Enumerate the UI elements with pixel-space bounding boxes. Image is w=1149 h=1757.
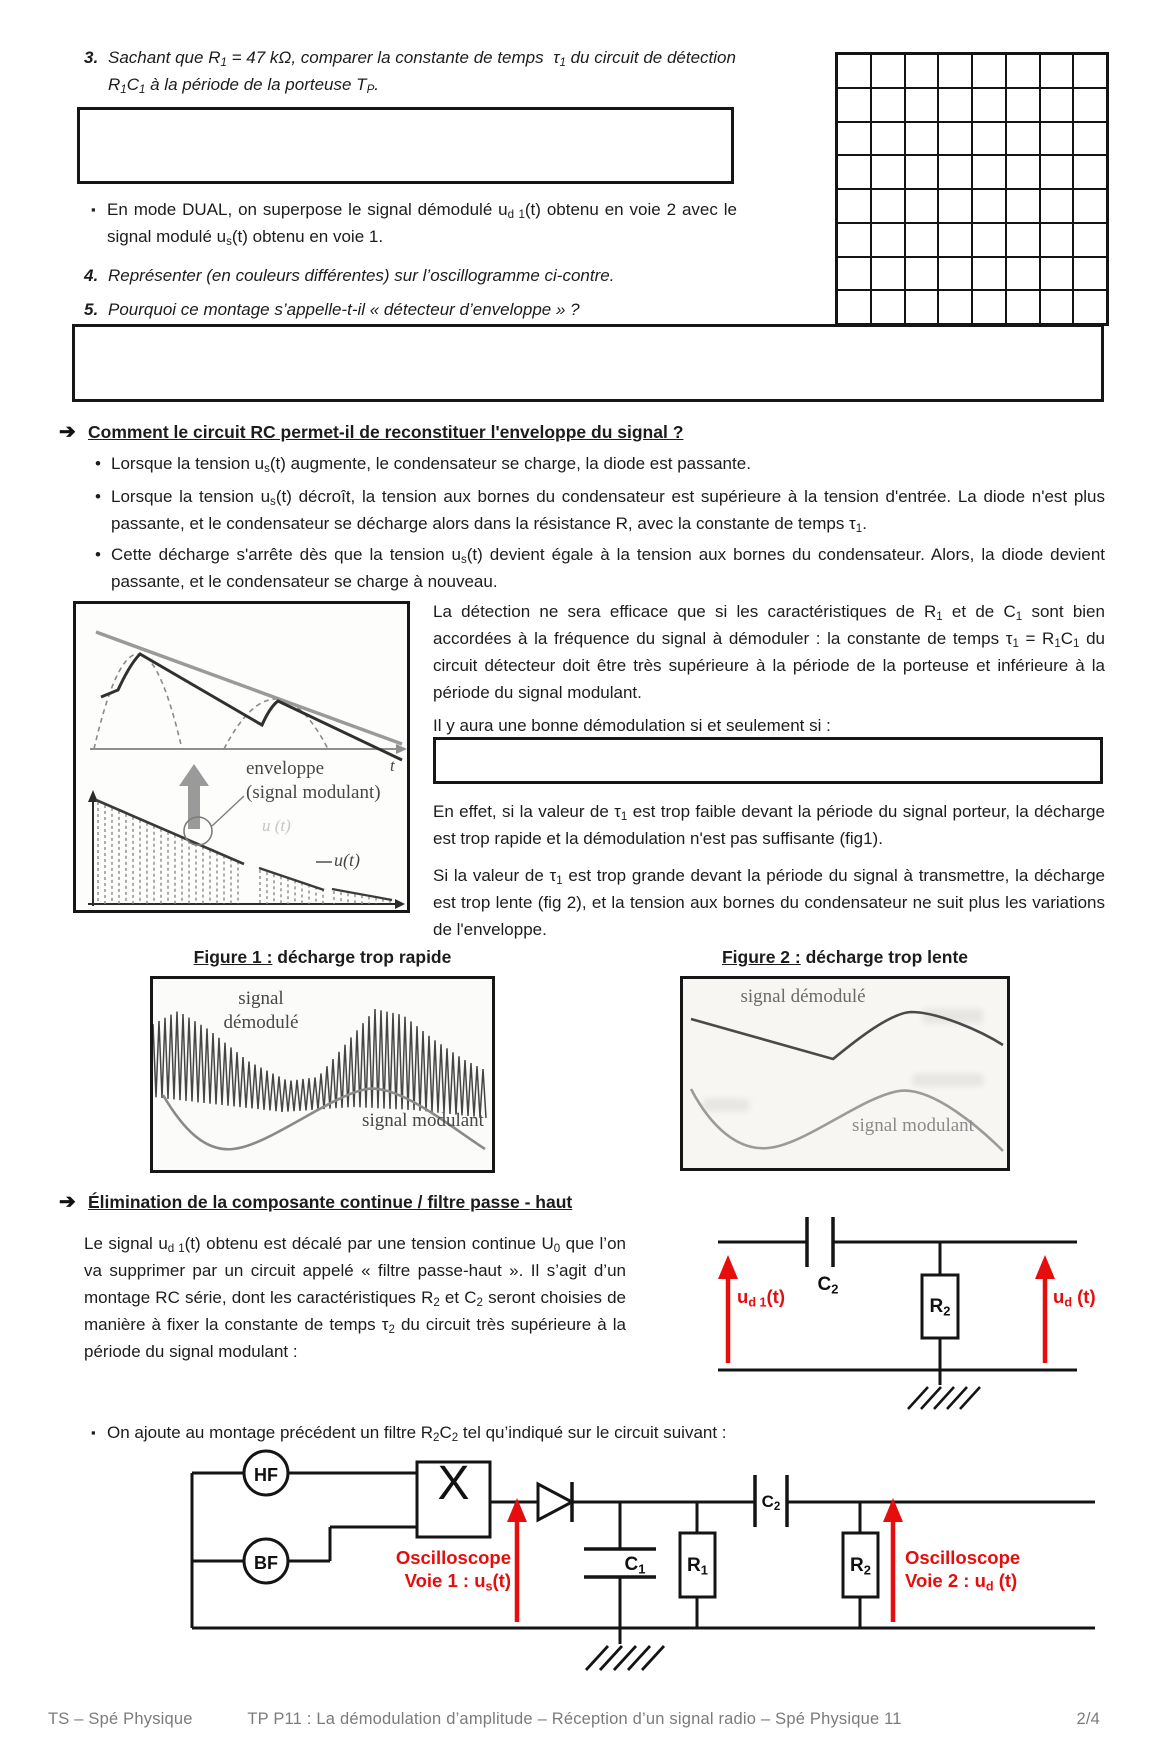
envelope-figure bbox=[73, 601, 410, 913]
c1-capacitor-label: $C_1$ bbox=[624, 1554, 646, 1577]
oscillogram-cell bbox=[837, 290, 871, 324]
oscillogram-cell bbox=[837, 257, 871, 291]
section-rc-header bbox=[59, 419, 1105, 446]
oscillogram-cell bbox=[972, 122, 1006, 156]
r2-resistor-label: $R_2$ bbox=[850, 1555, 871, 1578]
oscillogram-cell bbox=[938, 189, 972, 223]
oscillogram-cell bbox=[1040, 54, 1074, 88]
scope-channel-1-label: Oscilloscope Voie 1 : $u_s(t)$ bbox=[395, 1547, 511, 1594]
oscillogram-cell bbox=[837, 155, 871, 189]
oscillogram-cell bbox=[905, 54, 939, 88]
oscillogram-cell bbox=[1006, 155, 1040, 189]
fig1-modulating-label: signal modulant bbox=[362, 1110, 484, 1131]
question-4-number: 4. bbox=[84, 266, 99, 285]
figure-2 bbox=[680, 976, 1010, 1171]
oscillogram-cell bbox=[938, 155, 972, 189]
fig2-demodulated-wave bbox=[691, 1012, 1003, 1059]
dot-bullet-icon: • bbox=[95, 545, 101, 564]
oscillogram-cell bbox=[1006, 122, 1040, 156]
question-5-number: 5. bbox=[84, 300, 99, 319]
oscillogram-cell bbox=[938, 54, 972, 88]
question-3-text: Sachant que $R_1 = 47$ kΩ, comparer la constante de temps $\tau_1$ du circuit de détection $R_1C_1$ à la période de la porteuse $T_P$. bbox=[108, 48, 736, 97]
section-arrow-icon: ➔ bbox=[59, 1191, 76, 1213]
oscillogram-cell bbox=[1006, 257, 1040, 291]
rc-bullet-3 bbox=[95, 541, 1105, 595]
filter-note-text: On ajoute au montage précédent un filtre $R_2C_2$ tel qu’indiqué sur le circuit suivant : bbox=[107, 1423, 727, 1445]
fig2-modulating-label: signal modulant bbox=[852, 1115, 974, 1136]
rc-bullet-3-text: Cette décharge s'arrête dès que la tension $u_s(t)$ devient égale à la tension aux bornes du condensateur. Alors, la diode devient passante, et le condensateur se charge à nouveau. bbox=[111, 545, 1105, 591]
oscillogram-cell bbox=[837, 54, 871, 88]
section-rc-title: Comment le circuit RC permet-il de reconstituer l'enveloppe du signal ? bbox=[88, 422, 684, 442]
figure-1-caption-label: Figure 1 : bbox=[193, 947, 273, 967]
oscillogram-cell bbox=[1073, 290, 1107, 324]
oscillogram-cell bbox=[1006, 88, 1040, 122]
oscillogram-cell bbox=[871, 122, 905, 156]
hf-generator-label: HF bbox=[254, 1465, 278, 1485]
oscillogram-cell bbox=[1040, 189, 1074, 223]
oscillogram-cell bbox=[871, 88, 905, 122]
oscillogram-cell bbox=[1040, 290, 1074, 324]
rc-bullet-1 bbox=[95, 450, 1105, 477]
c2-capacitor-label: $C_2$ bbox=[817, 1274, 839, 1297]
oscillogram-cell bbox=[905, 189, 939, 223]
oscillogram-cell bbox=[1073, 155, 1107, 189]
question-5 bbox=[84, 296, 784, 323]
oscillogram-cell bbox=[1073, 189, 1107, 223]
answer-box-q3 bbox=[77, 107, 734, 184]
oscillogram-cell bbox=[1073, 223, 1107, 257]
oscillogram-cell bbox=[837, 88, 871, 122]
oscillogram-cell bbox=[1073, 257, 1107, 291]
rc-filter-circuit bbox=[640, 1205, 1110, 1417]
oscillogram-cell bbox=[938, 122, 972, 156]
oscillogram-cell bbox=[871, 54, 905, 88]
oscillogram-cell bbox=[1006, 54, 1040, 88]
oscillogram-cell bbox=[972, 223, 1006, 257]
u-d1-voltage-label: $u_{d 1}(t)$ bbox=[737, 1286, 785, 1310]
oscillogram-grid bbox=[835, 52, 1109, 326]
oscillogram-cell bbox=[905, 290, 939, 324]
r2-resistor-label: $R_2$ bbox=[929, 1296, 951, 1319]
dot-bullet-icon: • bbox=[95, 454, 101, 473]
footer-title: TP P11 : La démodulation d’amplitude – Réception d’un signal radio – Spé Physique 11 bbox=[247, 1710, 902, 1728]
fig2-demodulated-label: signal démodulé bbox=[740, 986, 866, 1007]
oscillogram-cell bbox=[972, 257, 1006, 291]
detection-paragraph-1: La détection ne sera efficace que si les caractéristiques de $R_1$ et de $C_1$ sont bien accordées à la fréquence du signal à démoduler : la constante de temps $\tau_1 = R_1C_1$ du circuit détecteur doit être très supérieure à la période de la porteuse et inférieure à la période du signal modulant. bbox=[433, 602, 1105, 702]
oscillogram-cell bbox=[1040, 223, 1074, 257]
detection-paragraph-2: Il y aura une bonne démodulation si et seulement si : bbox=[433, 716, 831, 735]
u-of-t-faint-label: u (t) bbox=[262, 816, 291, 835]
u-d-voltage-label: $u_d$ (t) bbox=[1053, 1286, 1096, 1310]
bf-generator-label: BF bbox=[254, 1553, 278, 1573]
section-filter-title: Élimination de la composante continue / filtre passe - haut bbox=[88, 1192, 573, 1212]
square-bullet-icon: ▪ bbox=[91, 1425, 96, 1440]
oscillogram-cell bbox=[905, 155, 939, 189]
oscillogram-cell bbox=[938, 257, 972, 291]
question-3 bbox=[84, 44, 740, 98]
oscillogram-cell bbox=[905, 88, 939, 122]
oscillogram-cell bbox=[972, 290, 1006, 324]
detection-paragraph-4: Si la valeur de $\tau_1$ est trop grande devant la période du signal à transmettre, la décharge est trop lente (fig 2), et la tension aux bornes du condensateur ne suit plus les variations de l'enveloppe. bbox=[433, 866, 1105, 939]
u-of-t-label: u(t) bbox=[334, 850, 360, 870]
figure-2-caption bbox=[680, 944, 1010, 971]
oscillogram-cell bbox=[1073, 54, 1107, 88]
oscillogram-cell bbox=[1040, 122, 1074, 156]
oscillogram-cell bbox=[938, 290, 972, 324]
dot-bullet-icon: • bbox=[95, 487, 101, 506]
footer-page-number: 2/4 bbox=[1076, 1710, 1100, 1728]
oscillogram-cell bbox=[871, 257, 905, 291]
dual-mode-note-text: En mode DUAL, on superpose le signal démodulé $u_{d 1}(t)$ obtenu en voie 2 avec le signal modulé $u_s(t)$ obtenu en voie 1. bbox=[107, 200, 737, 249]
square-bullet-icon: ▪ bbox=[91, 202, 96, 217]
oscillogram-cell bbox=[837, 223, 871, 257]
figure-1-caption bbox=[150, 944, 495, 971]
filter-note bbox=[91, 1419, 1051, 1446]
oscillogram-cell bbox=[905, 257, 939, 291]
oscillogram-cell bbox=[972, 88, 1006, 122]
oscillogram-cell bbox=[938, 223, 972, 257]
dual-mode-note bbox=[91, 196, 737, 250]
oscillogram-cell bbox=[972, 54, 1006, 88]
oscillogram-cell bbox=[1006, 189, 1040, 223]
rc-filter-circuit-drawing bbox=[640, 1205, 1110, 1417]
r1-resistor-label: $R_1$ bbox=[687, 1555, 708, 1578]
section-arrow-icon: ➔ bbox=[59, 421, 76, 443]
filter-paragraph: Le signal $u_{d 1}(t)$ obtenu est décalé par une tension continue $U_0$ que l’on va supprimer par un circuit appelé « filtre passe-haut ». Il s’agit d’un montage RC série, dont les caractéristiques $R_2$ et $C_2$ seront choisies de manière à fixer la constante de temps $\tau_2$ du circuit très supérieure à la période du signal modulant : bbox=[84, 1234, 627, 1361]
oscillogram-cell bbox=[1006, 290, 1040, 324]
figure-1-caption-text2: décharge trop rapide bbox=[277, 947, 452, 967]
oscillogram-cell bbox=[871, 223, 905, 257]
question-4 bbox=[84, 262, 784, 289]
oscillogram-cell bbox=[938, 88, 972, 122]
oscillogram-cell bbox=[1040, 257, 1074, 291]
rc-bullet-2-text: Lorsque la tension $u_s(t)$ décroît, la tension aux bornes du condensateur est supérieure à la tension d'entrée. La diode n'est plus passante, et le condensateur se décharge alors dans la résistance R, avec la constante de temps $\tau_1$. bbox=[111, 487, 1106, 536]
oscillogram-cell bbox=[871, 189, 905, 223]
c2-capacitor-label: $C_2$ bbox=[761, 1492, 781, 1514]
oscillogram-cell bbox=[1040, 155, 1074, 189]
multiplier-label: X bbox=[437, 1457, 470, 1510]
answer-box-condition bbox=[433, 737, 1103, 784]
question-5-text: Pourquoi ce montage s’appelle-t-il « détecteur d’enveloppe » ? bbox=[108, 300, 580, 319]
oscillogram-cell bbox=[871, 290, 905, 324]
rc-bullet-2 bbox=[95, 483, 1105, 537]
answer-box-q5 bbox=[72, 324, 1104, 402]
envelope-label: enveloppe (signal modulant) bbox=[246, 758, 381, 803]
oscillogram-cell bbox=[871, 155, 905, 189]
oscillogram-cell bbox=[1006, 223, 1040, 257]
oscillogram-cell bbox=[1073, 88, 1107, 122]
oscillogram-cell bbox=[905, 122, 939, 156]
oscillogram-cell bbox=[1040, 88, 1074, 122]
oscillogram-cell bbox=[972, 189, 1006, 223]
demodulation-circuit bbox=[160, 1448, 1110, 1693]
figure-2-caption-text2: décharge trop lente bbox=[805, 947, 969, 967]
oscillogram-cell bbox=[1073, 122, 1107, 156]
scope-channel-2-label: Oscilloscope Voie 2 : $u_d$ (t) bbox=[905, 1547, 1021, 1594]
figure-1 bbox=[150, 976, 495, 1173]
fig1-demodulated-label: signal démodulé bbox=[223, 988, 299, 1033]
oscillogram-cell bbox=[837, 122, 871, 156]
oscillogram-cell bbox=[837, 189, 871, 223]
t-axis-label: t bbox=[390, 756, 395, 775]
figure-2-caption-label: Figure 2 : bbox=[721, 947, 801, 967]
question-4-text: Représenter (en couleurs différentes) sur l’oscillogramme ci-contre. bbox=[108, 266, 615, 285]
detection-paragraph-3: En effet, si la valeur de $\tau_1$ est trop faible devant la période du signal porteur, la décharge est trop rapide et la démodulation n'est pas suffisante (fig1). bbox=[433, 802, 1106, 848]
oscillogram-cell bbox=[972, 155, 1006, 189]
oscillogram-cell bbox=[905, 223, 939, 257]
rc-bullet-1-text: Lorsque la tension $u_s(t)$ augmente, le condensateur se charge, la diode est passante. bbox=[111, 454, 751, 476]
question-3-number: 3. bbox=[84, 48, 99, 67]
footer-course-label: TS – Spé Physique bbox=[48, 1710, 193, 1728]
